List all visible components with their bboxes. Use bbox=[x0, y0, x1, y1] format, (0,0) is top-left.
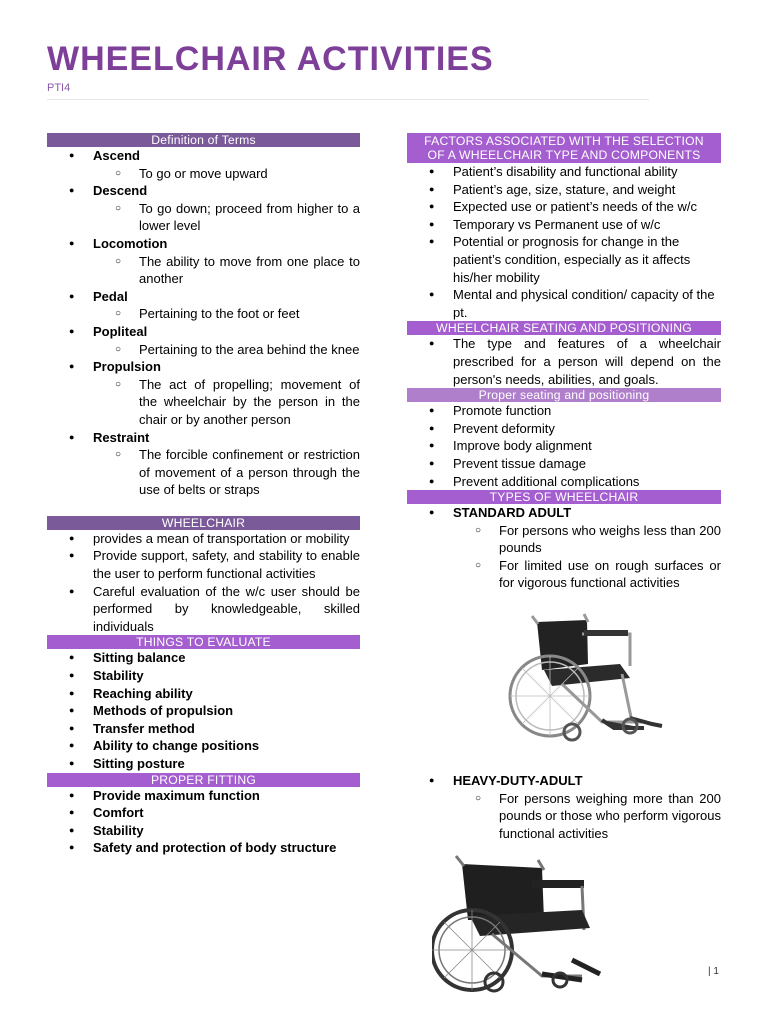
list-item: ● Stability bbox=[47, 822, 360, 840]
term-restraint: ● Restraint bbox=[47, 429, 360, 447]
seating-list bbox=[407, 335, 721, 388]
term-popliteal: ● Popliteal bbox=[47, 323, 360, 341]
list-item: ○ For limited use on rough surfaces or for vigorous functional activities bbox=[407, 557, 721, 592]
term-definition: ○ Pertaining to the area behind the knee bbox=[47, 341, 360, 359]
list-item: ● Patient’s age, size, stature, and weight bbox=[407, 181, 721, 199]
term-definition: ○ The act of propelling; movement of the wheelchair by the person in the chair or by another person bbox=[47, 376, 360, 429]
wheelchair-header: WHEELCHAIR bbox=[47, 516, 360, 530]
term-definition: ○ Pertaining to the foot or feet bbox=[47, 305, 360, 323]
types-header: TYPES OF WHEELCHAIR bbox=[407, 490, 721, 504]
wheelchair-list bbox=[47, 530, 360, 636]
list-item: ● The type and features of a wheelchair prescribed for a person will depend on the person's needs, abilities, and goals. bbox=[407, 335, 721, 388]
proper-seating-list bbox=[407, 402, 721, 490]
term-locomotion: ● Locomotion bbox=[47, 235, 360, 253]
page-title: WHEELCHAIR ACTIVITIES bbox=[47, 40, 494, 78]
list-item: ● Prevent deformity bbox=[407, 420, 721, 438]
page-number: | 1 bbox=[708, 966, 719, 977]
factors-header-line1: FACTORS ASSOCIATED WITH THE SELECTION bbox=[424, 134, 704, 148]
factors-list bbox=[407, 163, 721, 321]
list-item: ● Prevent tissue damage bbox=[407, 455, 721, 473]
term-definition: ○ The forcible confinement or restriction of movement of a person through the use of belts or straps bbox=[47, 446, 360, 499]
list-item: ● Mental and physical condition/ capacity of the pt. bbox=[407, 286, 721, 321]
page-subtitle: PTI4 bbox=[47, 82, 71, 94]
heavy-duty-wheelchair-icon bbox=[432, 850, 612, 1000]
term-descend: ● Descend bbox=[47, 182, 360, 200]
list-item: ● Temporary vs Permanent use of w/c bbox=[407, 216, 721, 234]
left-column bbox=[47, 133, 360, 857]
evaluate-header: THINGS TO EVALUATE bbox=[47, 635, 360, 649]
fitting-header: PROPER FITTING bbox=[47, 773, 360, 787]
list-item: ● Potential or prognosis for change in the patient’s condition, especially as it affects his/her mobility bbox=[407, 233, 721, 286]
proper-seating-header: Proper seating and positioning bbox=[407, 388, 721, 402]
types-list bbox=[407, 504, 721, 592]
term-definition: ○ To go or move upward bbox=[47, 165, 360, 183]
list-item: ○ For persons who weighs less than 200 pounds bbox=[407, 522, 721, 557]
fitting-list bbox=[47, 787, 360, 857]
list-item: ● provides a mean of transportation or mobility bbox=[47, 530, 360, 548]
right-column bbox=[407, 133, 721, 1002]
list-item: ● Sitting balance bbox=[47, 649, 360, 667]
heavy-duty-wheelchair-image bbox=[407, 842, 721, 1002]
standard-wheelchair-image bbox=[407, 592, 721, 772]
evaluate-list bbox=[47, 649, 360, 772]
type-heavy-duty-adult: ● HEAVY-DUTY-ADULT bbox=[407, 772, 721, 790]
term-pedal: ● Pedal bbox=[47, 288, 360, 306]
list-item: ● Comfort bbox=[47, 804, 360, 822]
list-item: ● Expected use or patient’s needs of the w/c bbox=[407, 198, 721, 216]
list-item: ● Improve body alignment bbox=[407, 437, 721, 455]
term-definition: ○ To go down; proceed from higher to a lower level bbox=[47, 200, 360, 235]
list-item: ● Patient’s disability and functional ability bbox=[407, 163, 721, 181]
standard-wheelchair-icon bbox=[502, 604, 682, 764]
list-item: ● Ability to change positions bbox=[47, 737, 360, 755]
term-definition: ○ The ability to move from one place to another bbox=[47, 253, 360, 288]
list-item: ● Provide maximum function bbox=[47, 787, 360, 805]
list-item: ● Stability bbox=[47, 667, 360, 685]
factors-header-line2: OF A WHEELCHAIR TYPE AND COMPONENTS bbox=[427, 148, 701, 162]
list-item: ● Careful evaluation of the w/c user should be performed by knowledgeable, skilled individuals bbox=[47, 583, 360, 636]
list-item: ● Safety and protection of body structure bbox=[47, 839, 360, 857]
seating-header: WHEELCHAIR SEATING AND POSITIONING bbox=[407, 321, 721, 335]
factors-header bbox=[407, 133, 721, 163]
definition-header: Definition of Terms bbox=[47, 133, 360, 147]
definition-list bbox=[47, 147, 360, 499]
type-standard-adult: ● STANDARD ADULT bbox=[407, 504, 721, 522]
list-item: ● Methods of propulsion bbox=[47, 702, 360, 720]
list-item: ○ For persons weighing more than 200 pounds or those who perform vigorous functional activities bbox=[407, 790, 721, 843]
list-item: ● Promote function bbox=[407, 402, 721, 420]
term-ascend: ● Ascend bbox=[47, 147, 360, 165]
list-item: ● Provide support, safety, and stability to enable the user to perform functional activities bbox=[47, 547, 360, 582]
header-divider bbox=[47, 99, 649, 100]
list-item: ● Reaching ability bbox=[47, 685, 360, 703]
term-propulsion: ● Propulsion bbox=[47, 358, 360, 376]
list-item: ● Prevent additional complications bbox=[407, 473, 721, 491]
list-item: ● Transfer method bbox=[47, 720, 360, 738]
list-item: ● Sitting posture bbox=[47, 755, 360, 773]
types-heavy-list bbox=[407, 772, 721, 842]
